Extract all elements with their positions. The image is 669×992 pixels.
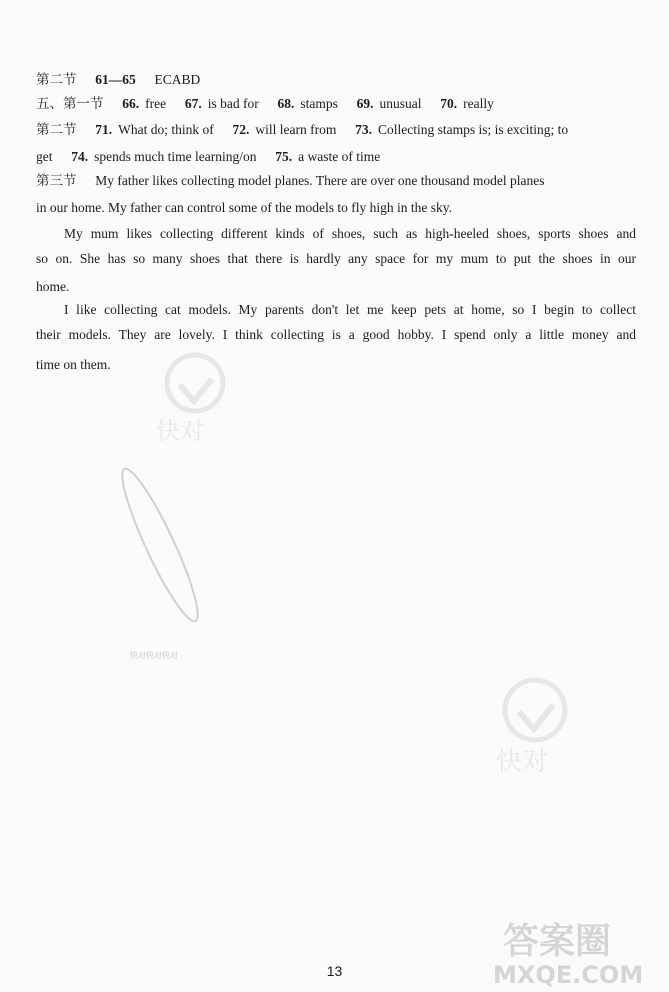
answer-line-74-75 <box>36 148 636 166</box>
answer-text: really <box>463 96 494 111</box>
question-number: 71. <box>95 122 113 137</box>
page-number: 13 <box>326 963 343 979</box>
section-label: 第二节 <box>36 72 77 87</box>
question-number: 72. <box>232 122 250 137</box>
essay-line: I like collecting cat models. My parents don't let me keep pets at home, so I begin to collect <box>64 302 636 317</box>
answer-line-61-65 <box>36 71 636 89</box>
question-number: 70. <box>440 96 458 111</box>
watermark-logo <box>150 345 240 445</box>
question-number: 68. <box>277 96 295 111</box>
answer-line-71-73 <box>36 121 636 139</box>
continuation-text: get <box>36 149 53 164</box>
answer-text: unusual <box>379 96 422 111</box>
essay-line: My mum likes collecting different kinds of shoes, such as high-heeled shoes, sports shoes and <box>64 226 636 241</box>
answer-text: will learn from <box>255 122 337 137</box>
question-number: 69. <box>356 96 374 111</box>
watermark-logo-text: 快对 <box>496 747 549 777</box>
essay-line: so on. She has so many shoes that there is hardly any space for my mum to put the shoes in our <box>36 251 636 266</box>
question-number: 75. <box>275 149 293 164</box>
question-number: 73. <box>355 122 372 137</box>
answer-text: free <box>145 96 167 111</box>
section-label: 第二节 <box>36 122 77 137</box>
answer-line-66-70 <box>36 95 636 113</box>
answer-text: ECABD <box>154 72 201 87</box>
essay-line: home. <box>36 279 70 294</box>
essay-line <box>36 172 636 190</box>
essay-line: time on them. <box>36 357 111 372</box>
essay-line: their models. They are lovely. I think collecting is a good hobby. I spend only a little money and <box>36 327 636 342</box>
corner-watermark-text: 答案圈 <box>503 921 612 962</box>
watermark-logo-text: 快对 <box>156 417 204 445</box>
watermark-logo <box>120 455 200 635</box>
answer-text: is bad for <box>207 96 259 111</box>
section-label: 五、第一节 <box>36 96 104 111</box>
answer-text: spends much time learning/on <box>94 149 257 164</box>
question-number: 67. <box>184 96 202 111</box>
corner-watermark-url: MXQE.COM <box>493 961 644 987</box>
essay-text: My father likes collecting model planes. There are over one thousand model planes <box>95 173 545 188</box>
section-label: 第三节 <box>36 173 77 188</box>
question-number: 74. <box>71 149 89 164</box>
answer-text: stamps <box>300 96 338 111</box>
question-number: 66. <box>122 96 140 111</box>
answer-text: Collecting stamps is; is exciting; to <box>377 122 569 137</box>
answer-text: What do; think of <box>118 122 214 137</box>
watermark-logo <box>490 670 580 780</box>
watermark-small-label: 快对快对快对 <box>130 651 178 660</box>
question-range: 61—65 <box>95 72 136 87</box>
answer-text: a waste of time <box>298 149 381 164</box>
watermark-small-text <box>128 640 188 664</box>
essay-line: in our home. My father can control some of the models to fly high in the sky. <box>36 200 453 215</box>
